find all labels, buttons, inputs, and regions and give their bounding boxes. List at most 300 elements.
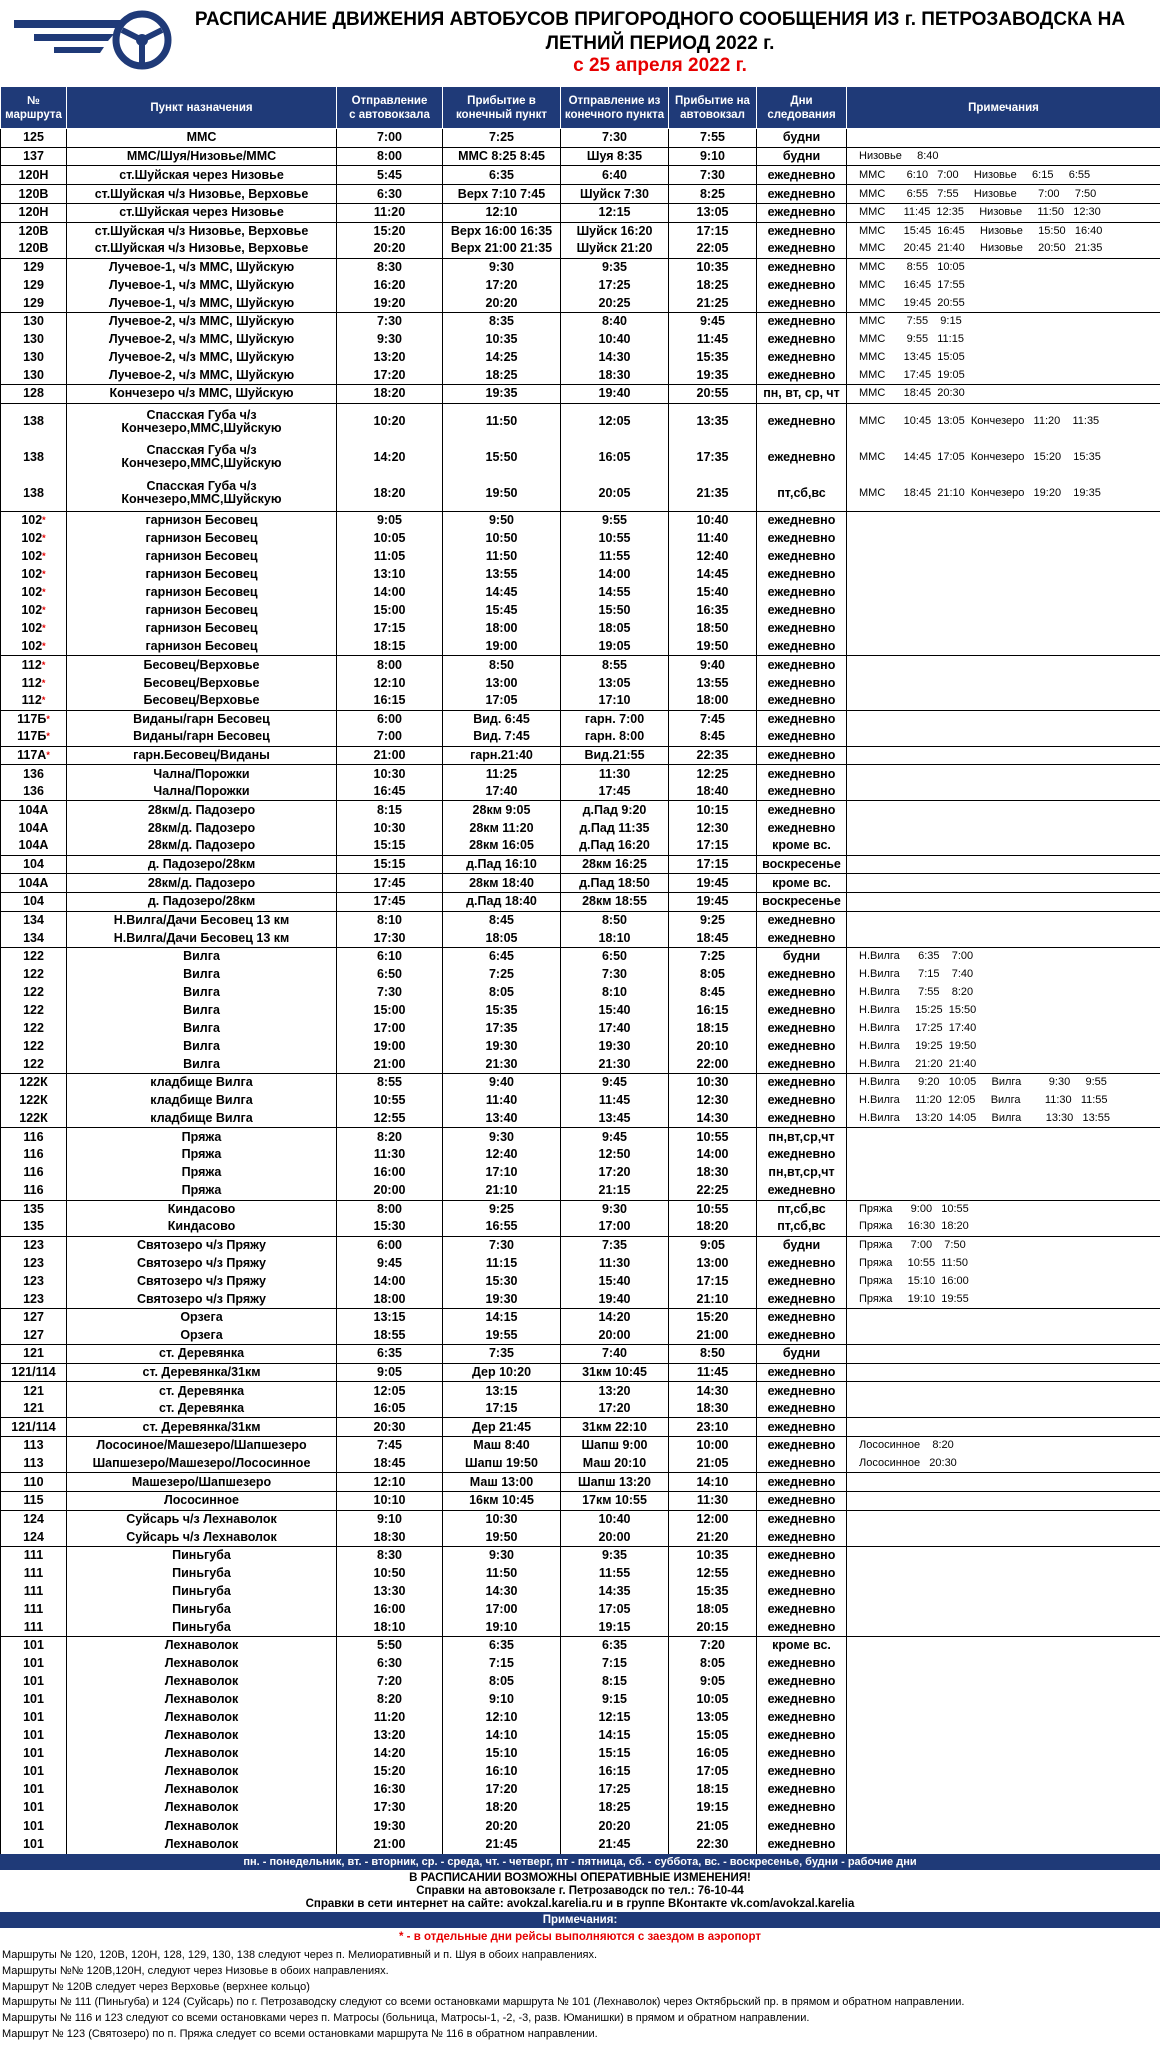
days-text: ежедневно — [767, 223, 836, 238]
cell-arrive-station — [669, 965, 757, 983]
route-number-text: 115 — [23, 1493, 44, 1508]
table-row — [1, 929, 1160, 947]
cell-days — [757, 1218, 847, 1236]
destination-text: Пиньгуба — [172, 1601, 231, 1616]
cell-depart-end — [561, 1290, 669, 1308]
cell-days — [757, 638, 847, 656]
table-row — [1, 1200, 1160, 1218]
cell-depart-end — [561, 783, 669, 801]
depart-station-text: 15:20 — [373, 223, 406, 238]
cell-destination — [67, 530, 337, 548]
note-text: ММС 7:55 9:15 — [859, 315, 962, 328]
cell-note — [847, 584, 1160, 602]
depart-end-text: 15:40 — [598, 1003, 631, 1018]
cell-arrive-station — [669, 548, 757, 566]
cell-days — [757, 746, 847, 765]
cell-note — [847, 620, 1160, 638]
cell-arrive-station — [669, 656, 757, 674]
cell-depart-end — [561, 1272, 669, 1290]
cell-days — [757, 1510, 847, 1528]
cell-note — [847, 911, 1160, 929]
cell-route-number — [1, 385, 67, 404]
cell-depart-station — [337, 1110, 443, 1128]
cell-route-number — [1, 512, 67, 530]
cell-destination — [67, 1817, 337, 1835]
depart-station-text: 16:15 — [373, 693, 406, 708]
route-number-text: 102 — [21, 639, 43, 654]
note-text: Н.Вилга 9:20 10:05 Вилга 9:30 9:55 — [859, 1076, 1107, 1089]
table-row — [1, 203, 1160, 222]
depart-station-text: 9:05 — [376, 513, 403, 528]
days-text: ежедневно — [767, 1455, 836, 1470]
destination-text: Киндасово — [167, 1219, 236, 1234]
cell-destination — [67, 222, 337, 240]
arrive-station-text: 15:20 — [696, 1310, 729, 1325]
cell-depart-end — [561, 348, 669, 366]
arrive-station-text: 19:35 — [696, 367, 729, 382]
route-number-text: 122 — [23, 1056, 44, 1071]
arrive-station-text: 21:25 — [696, 295, 729, 310]
days-text: ежедневно — [767, 1474, 836, 1489]
destination-text: Пиньгуба — [172, 1565, 231, 1580]
depart-end-text: 10:40 — [598, 1511, 631, 1526]
cell-days — [757, 1038, 847, 1056]
depart-end-text: 31км 10:45 — [582, 1364, 647, 1379]
depart-end-text: 21:45 — [598, 1837, 631, 1852]
depart-station-text: 19:20 — [373, 295, 406, 310]
route-number-text: 117Б — [17, 729, 47, 744]
arrive-end-text: Шапш 19:50 — [465, 1455, 538, 1470]
cell-days — [757, 710, 847, 728]
cell-arrive-station — [669, 185, 757, 204]
cell-note — [847, 1182, 1160, 1200]
cell-arrive-station — [669, 1546, 757, 1564]
cell-arrive-end — [443, 638, 561, 656]
destination-text: кладбище Вилга — [150, 1111, 253, 1126]
cell-destination — [67, 893, 337, 912]
days-text: ежедневно — [767, 1401, 836, 1416]
arrive-station-text: 12:00 — [696, 1511, 729, 1526]
cell-arrive-station — [669, 1817, 757, 1835]
cell-arrive-end — [443, 1491, 561, 1510]
cell-days — [757, 1745, 847, 1763]
destination-text: Лучевое-1, ч/з ММС, Шуйскую — [108, 295, 295, 310]
note-text: Н.Вилга 11:20 12:05 Вилга 11:30 11:55 — [859, 1094, 1108, 1107]
bus-station-logo-icon — [4, 8, 174, 72]
cell-days — [757, 1781, 847, 1799]
cell-destination — [67, 1709, 337, 1727]
cell-depart-end — [561, 947, 669, 965]
note-text: Пряжа 19:10 19:55 — [859, 1292, 969, 1305]
cell-depart-station — [337, 1600, 443, 1618]
table-row — [1, 1455, 1160, 1473]
cell-days — [757, 1582, 847, 1600]
cell-arrive-station — [669, 1110, 757, 1128]
cell-arrive-end — [443, 1600, 561, 1618]
route-number-text: 121/114 — [11, 1419, 56, 1434]
destination-text: Лехнаволок — [164, 1692, 239, 1707]
arrive-station-text: 10:40 — [696, 513, 729, 528]
depart-station-text: 14:00 — [373, 1273, 406, 1288]
depart-end-text: 20:00 — [598, 1529, 631, 1544]
destination-text: гарнизон Бесовец — [145, 531, 258, 546]
days-text: ежедневно — [767, 1327, 836, 1342]
table-row — [1, 385, 1160, 404]
arrive-end-text: 17:35 — [485, 1021, 518, 1036]
cell-depart-station — [337, 1727, 443, 1745]
cell-route-number — [1, 602, 67, 620]
cell-days — [757, 1002, 847, 1020]
note-line: Маршруты №№ 120В,120Н, следуют через Низовье в обоих направлениях. — [2, 1964, 389, 1977]
destination-text: ст.Шуйская ч/з Низовье, Верховье — [94, 241, 309, 256]
destination-text: гарнизон Бесовец — [145, 549, 258, 564]
arrive-station-text: 17:15 — [696, 856, 729, 871]
depart-end-text: 8:50 — [601, 913, 628, 928]
cell-arrive-end — [443, 166, 561, 185]
table-body — [1, 129, 1160, 1855]
destination-text: Лехнаволок — [164, 1782, 239, 1797]
cell-arrive-end — [443, 620, 561, 638]
cell-note — [847, 947, 1160, 965]
depart-station-text: 20:30 — [373, 1419, 406, 1434]
days-text: ежедневно — [767, 748, 836, 763]
cell-note — [847, 1344, 1160, 1363]
depart-end-text: 14:15 — [598, 1728, 631, 1743]
cell-arrive-station — [669, 1528, 757, 1546]
depart-end-text: 16:15 — [598, 1764, 631, 1779]
cell-depart-station — [337, 1038, 443, 1056]
note-line: Маршруты № 120, 120В, 120Н, 128, 129, 130, 138 следуют через п. Мелиоративный и п. Шуя в обоих направлениях. — [2, 1949, 598, 1961]
cell-destination — [67, 1182, 337, 1200]
cell-arrive-station — [669, 837, 757, 855]
cell-route-number — [1, 1655, 67, 1673]
cell-route-number — [1, 203, 67, 222]
cell-arrive-station — [669, 1236, 757, 1254]
depart-end-text: 28км 16:25 — [582, 856, 647, 871]
column-header-depart-end: Отправление из конечного пункта — [561, 87, 669, 129]
cell-depart-end — [561, 1673, 669, 1691]
table-row — [1, 566, 1160, 584]
cell-destination — [67, 620, 337, 638]
cell-arrive-end — [443, 1002, 561, 1020]
route-number-text: 110 — [23, 1474, 44, 1489]
cell-depart-end — [561, 819, 669, 837]
cell-note — [847, 1326, 1160, 1344]
cell-depart-end — [561, 1182, 669, 1200]
destination-text: 28км/д. Падозеро — [147, 820, 256, 835]
cell-days — [757, 1618, 847, 1636]
cell-depart-end — [561, 1363, 669, 1382]
title-line-1: РАСПИСАНИЕ ДВИЖЕНИЯ АВТОБУСОВ ПРИГОРОДНОГО СООБЩЕНИЯ ИЗ г. ПЕТРОЗАВОДСКА НА — [194, 9, 1126, 30]
note-text: ММС 17:45 19:05 — [859, 368, 965, 381]
destination-text: Лососинное — [164, 1493, 239, 1508]
depart-end-text: 13:05 — [598, 675, 631, 690]
arrive-end-text: 9:50 — [488, 513, 515, 528]
table-row — [1, 965, 1160, 983]
cell-depart-end — [561, 584, 669, 602]
destination-text: ст.Шуйская ч/з Низовье, Верховье — [94, 223, 309, 238]
depart-station-text: 6:35 — [376, 1346, 403, 1361]
cell-arrive-end — [443, 874, 561, 893]
cell-destination — [67, 1110, 337, 1128]
table-row — [1, 403, 1160, 439]
arrive-station-text: 19:15 — [696, 1800, 729, 1815]
days-text: ежедневно — [767, 1003, 836, 1018]
cell-note — [847, 1164, 1160, 1182]
cell-depart-end — [561, 1400, 669, 1418]
arrive-station-text: 12:30 — [696, 820, 729, 835]
depart-end-text: 9:15 — [601, 1692, 628, 1707]
destination-text: Лучевое-1, ч/з ММС, Шуйскую — [108, 277, 295, 292]
arrive-station-text: 8:25 — [699, 186, 726, 201]
depart-station-text: 9:10 — [376, 1511, 403, 1526]
arrive-end-text: 9:25 — [488, 1201, 515, 1216]
depart-end-text: 6:35 — [601, 1638, 628, 1653]
cell-arrive-station — [669, 1835, 757, 1854]
cell-route-number — [1, 1146, 67, 1164]
table-row — [1, 475, 1160, 511]
arrive-end-text: 19:50 — [485, 485, 518, 500]
cell-arrive-station — [669, 1128, 757, 1146]
route-number-text: 102 — [21, 567, 43, 582]
arrive-station-text: 9:25 — [699, 913, 726, 928]
table-row — [1, 783, 1160, 801]
arrive-end-text: 10:35 — [485, 331, 518, 346]
arrive-station-text: 7:20 — [699, 1638, 726, 1653]
cell-route-number — [1, 1745, 67, 1763]
days-text: ежедневно — [767, 349, 836, 364]
destination-text: Вилга — [183, 1056, 220, 1071]
cell-route-number — [1, 1582, 67, 1600]
cell-route-number — [1, 1002, 67, 1020]
depart-station-text: 10:30 — [373, 820, 406, 835]
table-row — [1, 1618, 1160, 1636]
note-text: ММС 19:45 20:55 — [859, 296, 965, 309]
cell-route-number — [1, 1437, 67, 1455]
cell-note — [847, 1382, 1160, 1400]
cell-note — [847, 403, 1160, 439]
table-row — [1, 1272, 1160, 1290]
cell-note — [847, 1056, 1160, 1074]
depart-station-text: 20:20 — [373, 241, 406, 256]
depart-end-text: 13:20 — [598, 1383, 631, 1398]
arrive-end-text: Вид. 6:45 — [473, 711, 530, 726]
arrive-end-text: 14:25 — [485, 349, 518, 364]
cell-note — [847, 294, 1160, 312]
depart-station-text: 6:30 — [376, 186, 403, 201]
airport-asterisk-mark: * — [46, 750, 50, 761]
arrive-station-text: 10:15 — [696, 802, 729, 817]
route-number-text: 120В — [18, 223, 49, 238]
cell-route-number — [1, 1618, 67, 1636]
note-text: Н.Вилга 19:25 19:50 — [859, 1040, 977, 1053]
arrive-end-text: 15:30 — [485, 1273, 518, 1288]
cell-depart-end — [561, 728, 669, 746]
destination-text: ст. Деревянка — [158, 1383, 245, 1398]
cell-arrive-station — [669, 1326, 757, 1344]
arrive-station-text: 9:05 — [699, 1237, 726, 1252]
destination-text: Лучевое-2, ч/з ММС, Шуйскую — [108, 367, 295, 382]
destination-text: ст.Шуйская через Низовье — [119, 167, 284, 182]
cell-depart-station — [337, 1546, 443, 1564]
destination-text: Вилга — [183, 1003, 220, 1018]
route-number-text: 125 — [23, 130, 44, 145]
arrive-station-text: 8:45 — [699, 984, 726, 999]
cell-route-number — [1, 1236, 67, 1254]
cell-arrive-station — [669, 638, 757, 656]
cell-destination — [67, 746, 337, 765]
depart-end-text: 15:15 — [598, 1746, 631, 1761]
cell-depart-station — [337, 1056, 443, 1074]
days-text: будни — [782, 1346, 821, 1361]
depart-end-text: 12:05 — [598, 414, 631, 429]
route-number-text: 104А — [18, 820, 49, 835]
cell-days — [757, 312, 847, 330]
cell-destination — [67, 911, 337, 929]
note-text: Н.Вилга 15:25 15:50 — [859, 1004, 977, 1017]
destination-text: Машезеро/Шапшезеро — [131, 1474, 272, 1489]
note-text: ММС 8:55 10:05 — [859, 260, 965, 273]
arrive-station-text: 21:10 — [696, 1291, 729, 1306]
cell-destination — [67, 837, 337, 855]
cell-route-number — [1, 1637, 67, 1655]
cell-depart-station — [337, 294, 443, 312]
cell-arrive-station — [669, 1418, 757, 1437]
note-text: Пряжа 15:10 16:00 — [859, 1274, 969, 1287]
table-row — [1, 1473, 1160, 1492]
arrive-end-text: 18:05 — [485, 930, 518, 945]
cell-arrive-end — [443, 1618, 561, 1636]
cell-arrive-station — [669, 1272, 757, 1290]
arrive-end-text: 15:10 — [485, 1746, 518, 1761]
cell-note — [847, 929, 1160, 947]
note-text: ММС 13:45 15:05 — [859, 350, 965, 363]
route-number-text: 137 — [23, 149, 44, 164]
depart-end-text: гарн. 8:00 — [584, 729, 645, 744]
cell-route-number — [1, 548, 67, 566]
cell-note — [847, 1817, 1160, 1835]
table-row — [1, 1817, 1160, 1835]
arrive-end-text: 18:25 — [485, 367, 518, 382]
arrive-station-text: 19:50 — [696, 639, 729, 654]
arrive-station-text: 10:30 — [696, 1075, 729, 1090]
cell-route-number — [1, 929, 67, 947]
cell-arrive-end — [443, 728, 561, 746]
arrive-station-text: 18:45 — [696, 930, 729, 945]
cell-depart-end — [561, 330, 669, 348]
table-row — [1, 1637, 1160, 1655]
destination-text: Киндасово — [167, 1201, 236, 1216]
cell-route-number — [1, 1799, 67, 1817]
days-text: ежедневно — [767, 1674, 836, 1689]
cell-note — [847, 1092, 1160, 1110]
table-row — [1, 1709, 1160, 1727]
cell-arrive-end — [443, 1110, 561, 1128]
route-number-text: 104А — [18, 875, 49, 890]
route-number-text: 120В — [18, 241, 49, 256]
table-row — [1, 1164, 1160, 1182]
days-text: ежедневно — [767, 1056, 836, 1071]
cell-route-number — [1, 566, 67, 584]
depart-station-text: 13:15 — [373, 1310, 406, 1325]
depart-end-text: 16:05 — [598, 449, 631, 464]
note-text: Лососинное 8:20 — [859, 1439, 954, 1452]
depart-end-text: Маш 20:10 — [582, 1455, 647, 1470]
table-row — [1, 439, 1160, 475]
days-text: ежедневно — [767, 693, 836, 708]
cell-route-number — [1, 1835, 67, 1854]
days-text: кроме вс. — [772, 838, 831, 853]
cell-destination — [67, 1673, 337, 1691]
table-row — [1, 1146, 1160, 1164]
cell-note — [847, 1020, 1160, 1038]
cell-destination — [67, 1637, 337, 1655]
destination-text: Лехнаволок — [164, 1837, 239, 1852]
cell-destination — [67, 1290, 337, 1308]
route-number-text: 122 — [23, 949, 44, 964]
cell-arrive-end — [443, 512, 561, 530]
cell-depart-end — [561, 1200, 669, 1218]
days-text: пн,вт,ср,чт — [768, 1165, 835, 1180]
route-number-text: 122 — [23, 1003, 44, 1018]
arrive-end-text: 6:35 — [488, 1638, 515, 1653]
arrive-end-text: 9:30 — [488, 259, 515, 274]
cell-arrive-end — [443, 1546, 561, 1564]
cell-depart-end — [561, 746, 669, 765]
days-text: кроме вс. — [772, 1638, 831, 1653]
cell-note — [847, 893, 1160, 912]
cell-depart-end — [561, 674, 669, 692]
arrive-end-text: 16:55 — [485, 1219, 518, 1234]
arrive-end-text: 9:30 — [488, 1548, 515, 1563]
days-text: ежедневно — [767, 277, 836, 292]
route-number-text: 129 — [23, 259, 44, 274]
cell-depart-station — [337, 1002, 443, 1020]
cell-depart-end — [561, 1491, 669, 1510]
cell-route-number — [1, 656, 67, 674]
cell-depart-end — [561, 1128, 669, 1146]
cell-days — [757, 819, 847, 837]
cell-arrive-end — [443, 1637, 561, 1655]
column-header-destination: Пункт назначения — [67, 87, 337, 129]
cell-note — [847, 1110, 1160, 1128]
depart-station-text: 21:00 — [373, 1056, 406, 1071]
table-row — [1, 1092, 1160, 1110]
depart-end-text: гарн. 7:00 — [584, 711, 645, 726]
arrive-end-text: Дер 10:20 — [471, 1364, 532, 1379]
cell-route-number — [1, 1418, 67, 1437]
table-row — [1, 983, 1160, 1001]
cell-depart-end — [561, 129, 669, 148]
depart-end-text: 9:35 — [601, 1548, 628, 1563]
cell-depart-end — [561, 965, 669, 983]
days-text: ежедневно — [767, 1746, 836, 1761]
cell-depart-end — [561, 1727, 669, 1745]
destination-text: Пиньгуба — [172, 1548, 231, 1563]
table-row — [1, 692, 1160, 710]
route-number-text: 136 — [23, 784, 44, 799]
cell-depart-end — [561, 1002, 669, 1020]
cell-depart-station — [337, 728, 443, 746]
days-text: ежедневно — [767, 259, 836, 274]
cell-arrive-station — [669, 893, 757, 912]
cell-route-number — [1, 983, 67, 1001]
cell-arrive-station — [669, 783, 757, 801]
cell-destination — [67, 1418, 337, 1437]
cell-depart-end — [561, 1510, 669, 1528]
arrive-station-text: 9:40 — [699, 657, 726, 672]
cell-arrive-end — [443, 1437, 561, 1455]
